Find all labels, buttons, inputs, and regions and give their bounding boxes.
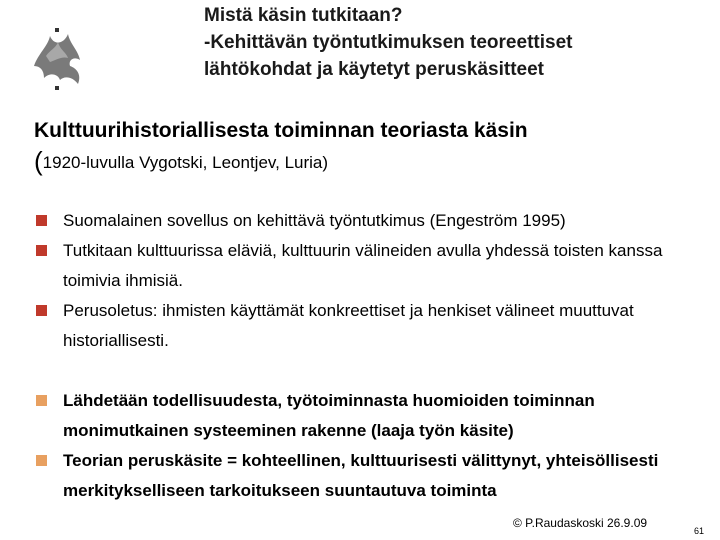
note-text: 1920-luvulla Vygotski, Leontjev, Luria) xyxy=(42,153,329,172)
title-line-3: lähtökohdat ja käytetyt peruskäsitteet xyxy=(204,59,544,80)
section-note xyxy=(34,147,328,177)
slide-title xyxy=(204,2,572,83)
list-item xyxy=(34,386,720,446)
list-item-text: Suomalainen sovellus on kehittävä työntutkimus (Engeström 1995) xyxy=(63,211,566,230)
list-item-text: Perusoletus: ihmisten käyttämät konkreettiset ja henkiset välineet muuttuvat historiallisesti. xyxy=(63,301,634,350)
square-bullet-icon xyxy=(36,245,47,256)
square-bullet-icon xyxy=(36,215,47,226)
university-logo-icon xyxy=(20,26,92,96)
square-bullet-icon xyxy=(36,305,47,316)
square-bullet-icon xyxy=(36,395,47,406)
title-line-2: -Kehittävän työntutkimuksen teoreettiset xyxy=(204,32,573,53)
list-item xyxy=(34,446,720,506)
bullet-list-1 xyxy=(34,206,720,356)
note-open-paren: ( xyxy=(34,146,43,176)
list-item-text: Tutkitaan kulttuurissa eläviä, kulttuurin välineiden avulla yhdessä toisten kanssa toimivia ihmisiä. xyxy=(63,241,663,290)
square-bullet-icon xyxy=(36,455,47,466)
copyright-footer: © P.Raudaskoski 26.9.09 xyxy=(513,516,648,530)
list-item xyxy=(34,206,720,236)
list-item-text: Teorian peruskäsite = kohteellinen, kulttuurisesti välittynyt, yhteisöllisesti merkitykselliseen tarkoitukseen suuntautuva toiminta xyxy=(63,451,659,500)
list-item xyxy=(34,236,720,296)
page-number: 61 xyxy=(694,526,705,536)
title-line-1: Mistä käsin tutkitaan? xyxy=(204,5,403,26)
bullet-list-2 xyxy=(34,386,720,506)
section-heading: Kulttuurihistoriallisesta toiminnan teoriasta käsin xyxy=(34,119,528,142)
list-item-text: Lähdetään todellisuudesta, työtoiminnasta huomioiden toiminnan monimutkainen systeeminen rakenne (laaja työn käsite) xyxy=(63,391,595,440)
list-item xyxy=(34,296,720,356)
